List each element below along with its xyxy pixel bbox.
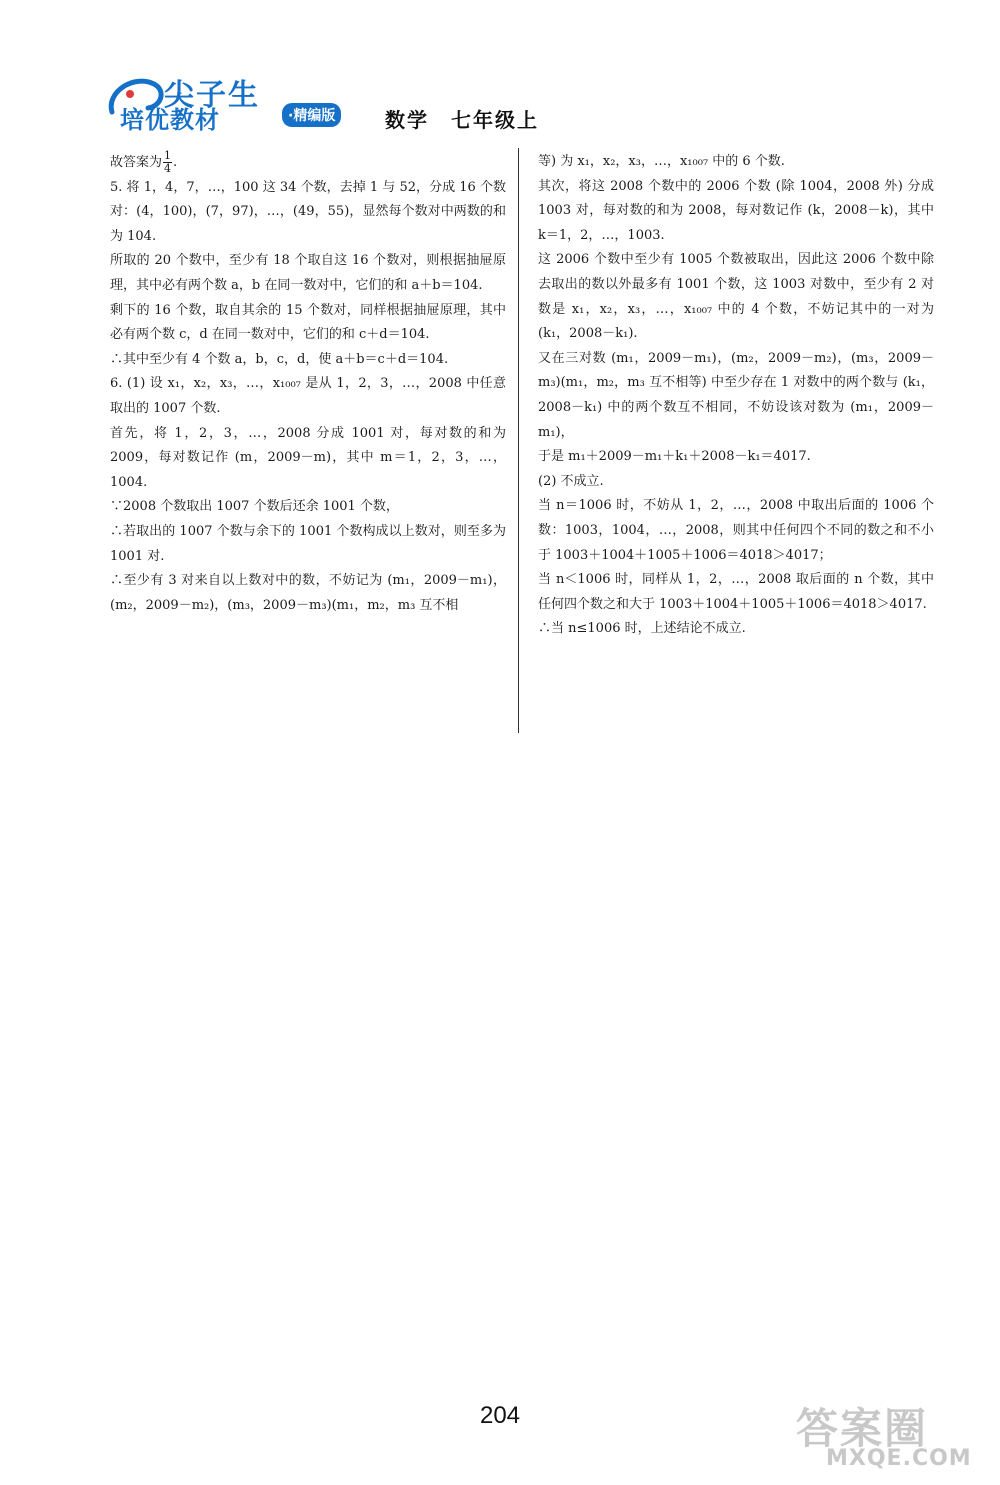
right-paragraph: 于是 m₁＋2009－m₁＋k₁＋2008－k₁＝4017. bbox=[538, 449, 811, 465]
answer-fraction bbox=[163, 150, 172, 175]
left-paragraph: 首先，将 1，2，3，…，2008 分成 1001 对，每对数的和为 2009，每对数记作 (m，2009－m)，其中 m＝1，2，3，…，1004. bbox=[110, 425, 506, 490]
left-paragraph: 所取的 20 个数中，至少有 18 个取自这 16 个数对，则根据抽屉原理，其中必有两个数 a，b 在同一数对中，它们的和 a＋b＝104. bbox=[110, 253, 506, 293]
left-paragraph: 5. 将 1，4，7，…，100 这 34 个数，去掉 1 与 52，分成 16 个数对：(4，100)，(7，97)，…，(49，55)，显然每个数对中两数的和为 104. bbox=[110, 179, 506, 244]
subject-title: 数学 七年级上 bbox=[385, 108, 539, 132]
right-paragraph: 当 n＜1006 时，同样从 1，2，…，2008 取后面的 n 个数，其中任何四个数之和大于 1003＋1004＋1005＋1006＝4018＞4017. bbox=[538, 572, 934, 612]
fraction-denominator: 4 bbox=[164, 162, 172, 175]
fraction-numerator: 1 bbox=[164, 149, 172, 162]
page-header bbox=[100, 70, 920, 140]
right-column bbox=[538, 150, 934, 642]
right-paragraph: ∴当 n≤1006 时，上述结论不成立. bbox=[538, 621, 746, 637]
right-paragraph: 又在三对数 (m₁，2009－m₁)，(m₂，2009－m₂)，(m₃，2009－m₃)(m₁，m₂，m₃ 互不相等) 中至少存在 1 对数中的两个数与 (k₁，2008－k₁) 中的两个数互不相同，不妨设该对数为 (m₁，2009－m₁)， bbox=[538, 350, 934, 440]
left-paragraph: 6. (1) 设 x₁，x₂，x₃，…，x₁₀₀₇ 是从 1，2，3，…，2008 中任意取出的 1007 个数. bbox=[110, 376, 506, 416]
watermark-sub: MXQE.COM bbox=[826, 1446, 972, 1471]
right-paragraph: 其次，将这 2008 个数中的 2006 个数 (除 1004，2008 外) 分成 1003 对，每对数的和为 2008，每对数记作 (k，2008－k)，其中 k＝1，2，…，1003. bbox=[538, 178, 934, 243]
column-divider bbox=[518, 148, 519, 733]
site-watermark bbox=[796, 1396, 996, 1476]
left-paragraph: ∴若取出的 1007 个数与余下的 1001 个数构成以上数对，则至多为 1001 对. bbox=[110, 523, 506, 564]
answer-line bbox=[110, 150, 506, 176]
logo-title: 尖子生 bbox=[164, 78, 260, 113]
left-column bbox=[110, 150, 506, 618]
page-number: 204 bbox=[479, 1402, 521, 1429]
logo-badge: ·精编版 bbox=[282, 103, 341, 127]
right-paragraph: 这 2006 个数中至少有 1005 个数被取出，因此这 2006 个数中除去取出的数以外最多有 1001 个数，这 1003 对数中，至少有 2 对数是 x₁，x₂，x₃，…，x₁₀₀₇ 中的 4 个数，不妨记其中的一对为 (k₁，2008－k₁). bbox=[538, 252, 934, 342]
left-paragraph: 剩下的 16 个数，取自其余的 15 个数对，同样根据抽屉原理，其中必有两个数 c，d 在同一数对中，它们的和 c＋d＝104. bbox=[110, 302, 506, 343]
left-paragraph: ∴至少有 3 对来自以上数对中的数，不妨记为 (m₁，2009－m₁)，(m₂，2009－m₂)，(m₃，2009－m₃)(m₁，m₂，m₃ 互不相 bbox=[110, 573, 506, 613]
right-paragraph: (2) 不成立. bbox=[538, 473, 604, 489]
answer-suffix: . bbox=[173, 155, 178, 170]
answer-prefix: 故答案为 bbox=[110, 155, 163, 170]
right-paragraph: 等) 为 x₁，x₂，x₃，…，x₁₀₀₇ 中的 6 个数. bbox=[538, 154, 785, 169]
left-paragraph: ∴其中至少有 4 个数 a，b，c，d，使 a＋b＝c＋d＝104. bbox=[110, 351, 449, 367]
watermark-main: 答案圈 bbox=[796, 1404, 929, 1453]
logo-subtitle: 培优教材 bbox=[120, 106, 220, 134]
left-paragraph: ∵2008 个数取出 1007 个数后还余 1001 个数， bbox=[110, 499, 399, 515]
right-paragraph: 当 n＝1006 时，不妨从 1，2，…，2008 中取出后面的 1006 个数：1003，1004，…，2008，则其中任何四个不同的数之和不小于 1003＋1004＋1005＋1006＝4018＞4017； bbox=[538, 498, 934, 563]
book-logo bbox=[100, 70, 360, 132]
